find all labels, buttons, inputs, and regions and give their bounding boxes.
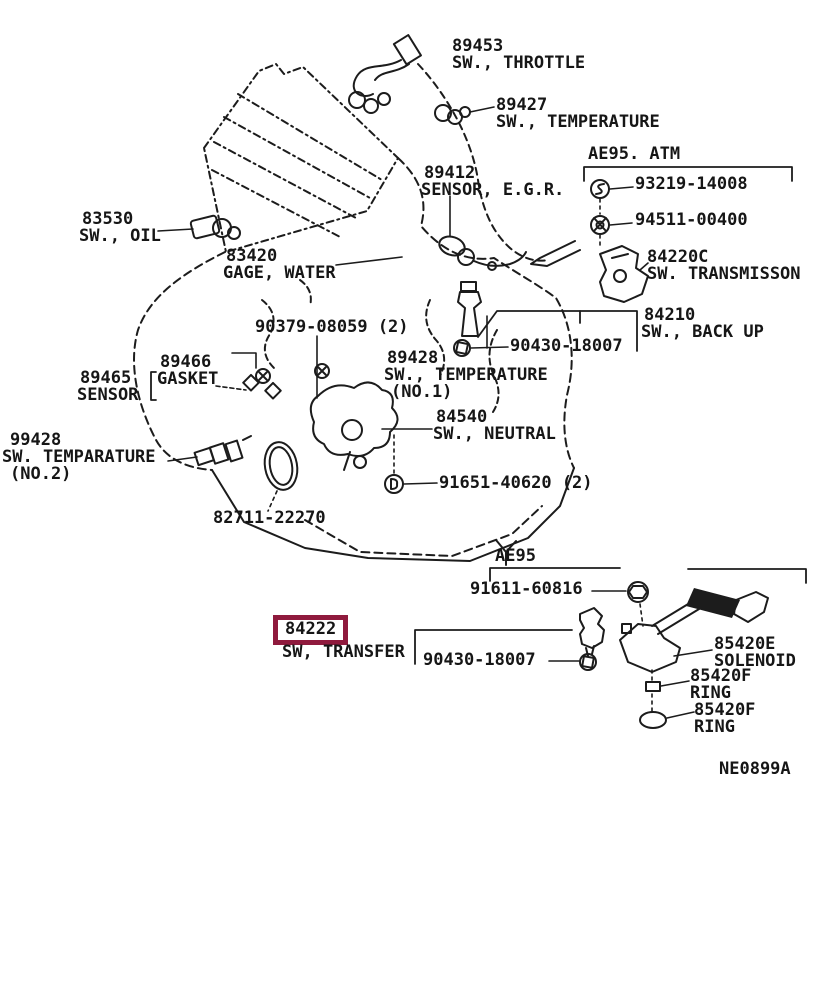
bolt-icon [385,475,403,493]
part-number: 84540 [436,407,488,427]
label-throttle-switch [452,38,585,72]
part-number: 90430-18007 [510,336,623,356]
label-sensor [77,370,138,404]
transfer-switch-icon [580,608,604,648]
part-number: 82711-22270 [213,508,326,528]
part-name: SENSOR, E.G.R. [421,180,565,200]
label-neutral-switch [433,409,556,443]
gasket-icon [265,383,281,399]
part-name: SENSOR [77,385,139,405]
label-ring-upper [690,668,751,702]
part-number: 84210 [644,305,696,325]
label-transmission-switch [647,249,801,283]
lever-end [734,592,768,622]
part-number: 91651-40620 (2) [439,473,593,493]
part-name: SW, TRANSFER [282,642,405,662]
part-number: 89412 [424,163,476,183]
part-name: SW. TRANSMISSON [647,264,801,284]
part-name: SW., THROTTLE [452,53,586,73]
part-number: 84220C [647,247,709,267]
label-oring [213,510,326,527]
label-bolt-91651 [439,475,593,492]
label-nut-90430-lower [423,652,536,669]
group-header-atm: AE95. ATM [588,144,681,164]
label-gasket [157,354,218,388]
part-number: 89428 [387,348,439,368]
label-backup-switch [641,307,764,341]
part-number: 90379-08059 (2) [255,317,409,337]
part-name: GASKET [157,369,219,389]
label-egr-sensor [421,165,564,199]
part-number: 83420 [226,246,278,266]
part-number: 99428 [10,430,62,450]
part-number: 91611-60816 [470,579,583,599]
label-bolt-90379 [255,319,409,336]
part-number: 93219-14008 [635,174,748,194]
part-number: 83530 [82,209,134,229]
part-number: 89453 [452,36,504,56]
label-water-gage [223,248,336,282]
part-number: 89466 [160,352,212,372]
throttle-connector [394,35,421,64]
part-number: 84222 [285,619,337,639]
part-name: SOLENOID [714,651,796,671]
part-suffix: (NO.2) [10,464,72,484]
label-temperature-switch-no1 [384,350,548,401]
ring-icon [640,712,666,728]
label-oil-switch [79,211,161,245]
label-solenoid [714,636,796,670]
part-number: 89427 [496,95,548,115]
group-header-ae95: AE95 [495,546,536,566]
solenoid-body [620,624,680,672]
part-number: 90430-18007 [423,650,536,670]
label-ring-lower [694,702,755,736]
part-number: 89465 [80,368,132,388]
part-name: GAGE, WATER [223,263,336,283]
part-number: 94511-00400 [635,210,748,230]
temp-no1-icon [458,292,481,336]
part-name: SW., NEUTRAL [433,424,556,444]
lever-band [686,588,740,618]
part-name: RING [694,717,735,737]
valve-cover-outline [204,64,398,252]
label-temperature-switch-no2 [2,432,156,483]
direction-arrow [531,241,580,266]
part-name: SW., TEMPERATURE [384,365,548,385]
highlight-box[interactable] [273,615,348,645]
part-name: SW., TEMPERATURE [496,112,660,132]
part-name: RING [690,683,731,703]
part-name: SW. TEMPARATURE [2,447,156,467]
part-number: 85420F [690,666,752,686]
label-washer [635,212,748,229]
ring-icon [646,682,660,691]
part-suffix: (NO.1) [391,382,453,402]
label-temperature-switch [496,97,660,131]
drawing-code: NE0899A [719,759,791,779]
part-name: SW., OIL [79,226,161,246]
part-number: 85420F [694,700,756,720]
label-bolt-91611 [470,581,583,598]
label-nut-90430-upper [510,338,623,355]
part-name: SW., BACK UP [641,322,764,342]
label-screw [635,176,748,193]
label-transfer-switch [273,615,405,661]
part-number: 85420E [714,634,776,654]
